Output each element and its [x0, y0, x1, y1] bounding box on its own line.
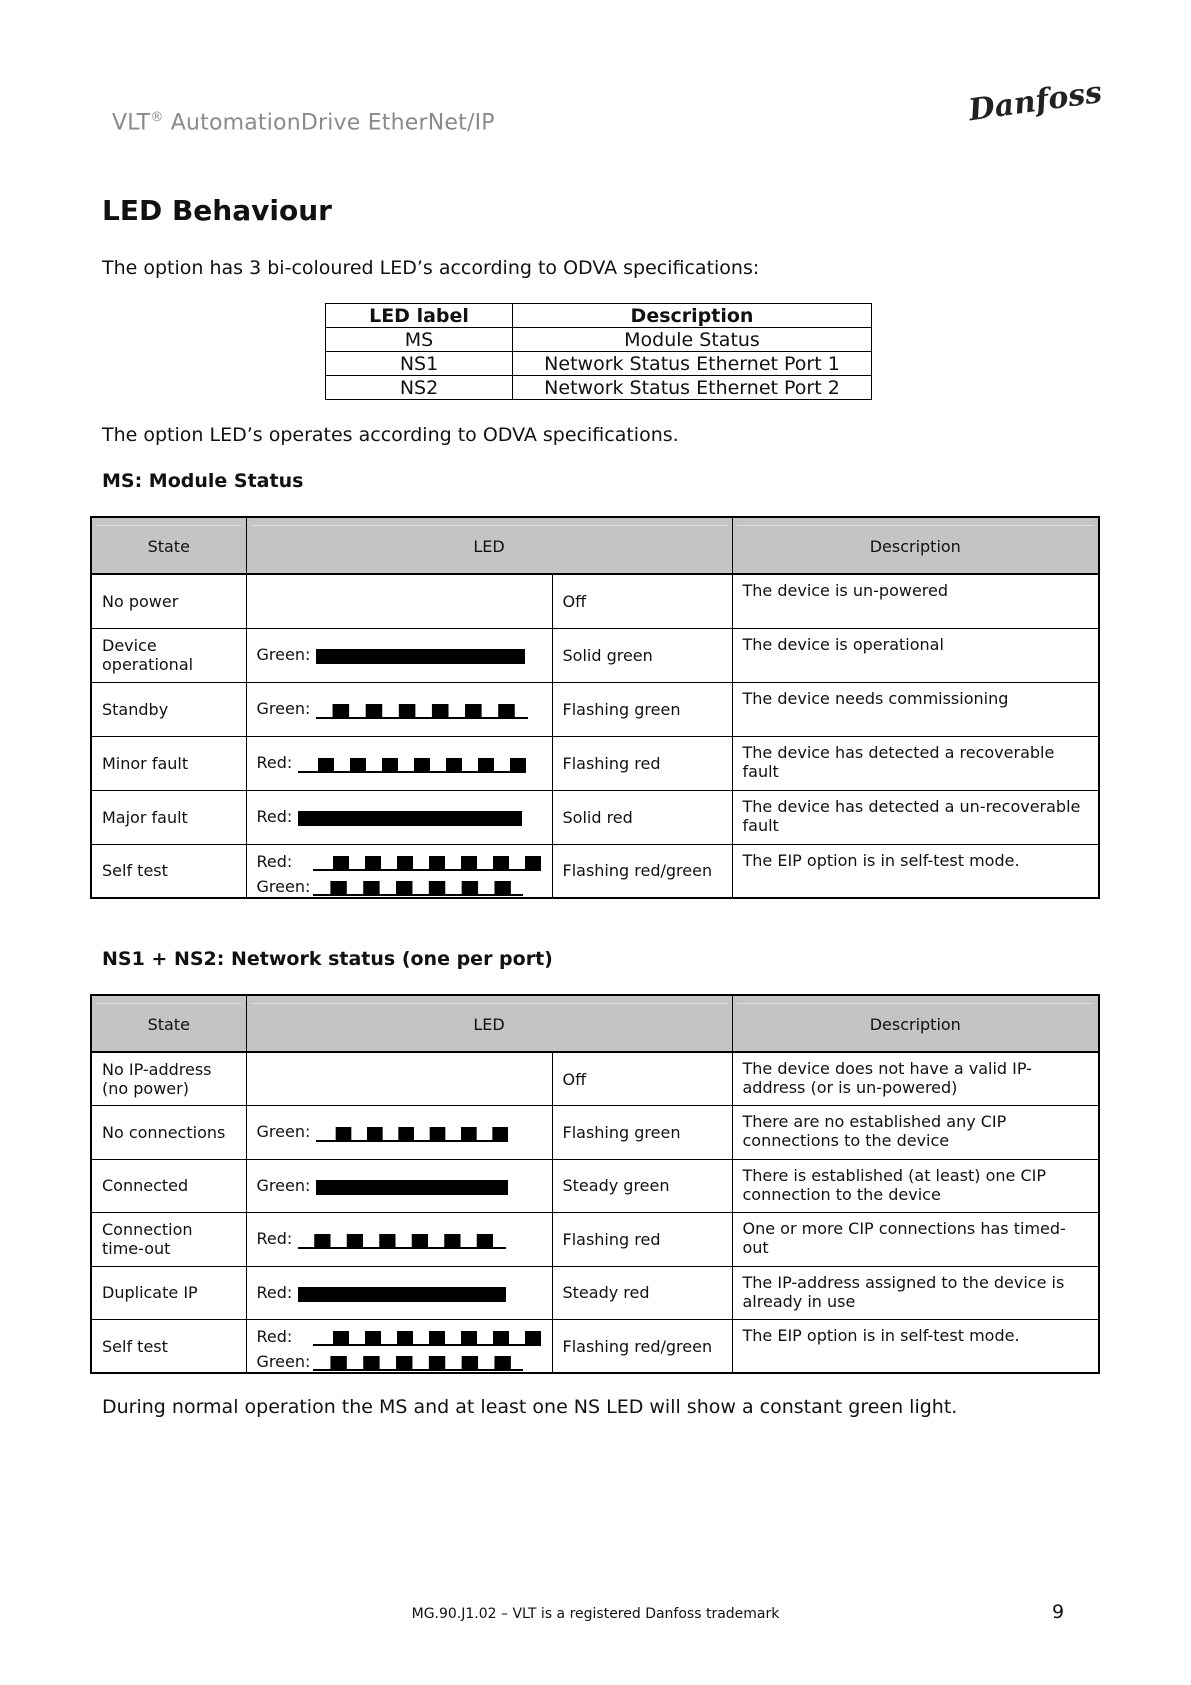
state-cell: Self test	[91, 1320, 246, 1374]
pattern-label: Green:	[256, 1175, 311, 1195]
pattern-label: Red:	[256, 851, 293, 871]
pattern-label: Red:	[256, 807, 293, 826]
table-row	[326, 328, 872, 352]
description-cell: The IP-address assigned to the device is already in use	[732, 1266, 1099, 1320]
table-row	[91, 1320, 1099, 1374]
pattern-label: Red:	[256, 1282, 293, 1302]
page-number: 9	[1052, 1601, 1065, 1623]
state-cell: Standby	[91, 682, 246, 736]
led-cell: Steady green	[552, 1159, 732, 1213]
led-cell: Flashing red	[552, 736, 732, 790]
description-col-header: Description	[513, 304, 872, 328]
ns-section-heading: NS1 + NS2: Network status (one per port)	[102, 948, 553, 970]
pattern-cell	[246, 1213, 552, 1267]
odva-paragraph: The option LED’s operates according to ODVA specifications.	[102, 424, 679, 446]
led-label-cell: NS1	[326, 352, 513, 376]
flashing-led-pattern-icon	[298, 1231, 506, 1249]
state-cell: Minor fault	[91, 736, 246, 790]
description-cell: The EIP option is in self-test mode.	[732, 1320, 1099, 1374]
state-cell: No power	[91, 574, 246, 628]
pattern-label: Red:	[256, 1229, 293, 1249]
led-description-cell: Network Status Ethernet Port 2	[513, 376, 872, 400]
intro-paragraph: The option has 3 bi-coloured LED’s according to ODVA specifications:	[102, 257, 760, 279]
ns-header-row	[91, 995, 1099, 1052]
flashing-red-pattern-icon	[313, 1328, 541, 1346]
description-cell: The EIP option is in self-test mode.	[732, 844, 1099, 898]
table-row	[91, 574, 1099, 628]
pattern-cell	[246, 682, 552, 736]
pattern-cell	[246, 1159, 552, 1213]
table-row	[91, 1213, 1099, 1267]
product-prefix: VLT	[112, 110, 151, 136]
led-cell: Flashing red	[552, 1213, 732, 1267]
pattern-cell	[246, 1320, 552, 1374]
table-row	[91, 1159, 1099, 1213]
pattern-cell	[246, 1106, 552, 1160]
pattern-cell	[246, 628, 552, 682]
description-cell: There is established (at least) one CIP connection to the device	[732, 1159, 1099, 1213]
ns-status-table	[90, 994, 1100, 1374]
table-row	[91, 736, 1099, 790]
solid-led-pattern-icon	[298, 1285, 506, 1303]
pattern-label: Green:	[256, 1122, 311, 1142]
page-title: LED Behaviour	[102, 194, 332, 227]
led-description-cell: Network Status Ethernet Port 1	[513, 352, 872, 376]
ms-header-row	[91, 517, 1099, 574]
pattern-label: Green:	[256, 699, 311, 718]
led-label-table	[325, 303, 872, 400]
table-row	[91, 1266, 1099, 1320]
label-col-header: LED label	[326, 304, 513, 328]
product-suffix: AutomationDrive EtherNet/IP	[163, 110, 495, 136]
led-cell: Off	[552, 574, 732, 628]
description-cell: The device has detected a un-recoverable fault	[732, 790, 1099, 844]
state-cell: No IP-address (no power)	[91, 1052, 246, 1106]
flashing-red-pattern-icon	[313, 853, 541, 871]
led-cell: Solid red	[552, 790, 732, 844]
state-cell: No connections	[91, 1106, 246, 1160]
pattern-cell	[246, 736, 552, 790]
solid-led-pattern-icon	[298, 809, 522, 827]
state-cell: Duplicate IP	[91, 1266, 246, 1320]
description-cell: The device needs commissioning	[732, 682, 1099, 736]
description-cell: The device does not have a valid IP-address (or is un-powered)	[732, 1052, 1099, 1106]
led-cell: Steady red	[552, 1266, 732, 1320]
state-cell: Connection time-out	[91, 1213, 246, 1267]
registered-mark: ®	[150, 110, 164, 125]
pattern-cell	[246, 844, 552, 898]
state-cell: Self test	[91, 844, 246, 898]
closing-paragraph: During normal operation the MS and at least one NS LED will show a constant green light.	[102, 1396, 958, 1418]
pattern-label: Green:	[256, 876, 311, 896]
ms-section-heading: MS: Module Status	[102, 470, 304, 492]
description-cell: One or more CIP connections has timed-out	[732, 1213, 1099, 1267]
led-cell: Flashing red/green	[552, 1320, 732, 1374]
state-cell: Major fault	[91, 790, 246, 844]
solid-led-pattern-icon	[316, 647, 525, 665]
danfoss-logo	[965, 74, 1105, 130]
table-row	[91, 790, 1099, 844]
pattern-label: Red:	[256, 753, 293, 772]
document-header	[112, 110, 495, 135]
led-label-cell: MS	[326, 328, 513, 352]
description-cell: The device is un-powered	[732, 574, 1099, 628]
state-cell: Device operational	[91, 628, 246, 682]
description-cell: The device has detected a recoverable fault	[732, 736, 1099, 790]
flashing-led-pattern-icon	[316, 701, 528, 719]
description-col-header: Description	[732, 517, 1099, 574]
pattern-cell	[246, 574, 552, 628]
led-col-header: LED	[246, 995, 732, 1052]
led-cell: Flashing green	[552, 1106, 732, 1160]
pattern-cell	[246, 1052, 552, 1106]
description-cell: There are no established any CIP connections to the device	[732, 1106, 1099, 1160]
led-cell: Flashing red/green	[552, 844, 732, 898]
table-row	[91, 682, 1099, 736]
description-cell: The device is operational	[732, 628, 1099, 682]
led-description-cell: Module Status	[513, 328, 872, 352]
table-row	[91, 1106, 1099, 1160]
flashing-led-pattern-icon	[298, 755, 526, 773]
pattern-label: Green:	[256, 645, 311, 664]
state-col-header: State	[91, 517, 246, 574]
state-cell: Connected	[91, 1159, 246, 1213]
ms-status-table	[90, 516, 1100, 899]
state-col-header: State	[91, 995, 246, 1052]
pattern-label: Red:	[256, 1327, 293, 1346]
table-row	[91, 844, 1099, 898]
pattern-cell	[246, 790, 552, 844]
led-label-cell: NS2	[326, 376, 513, 400]
led-cell: Flashing green	[552, 682, 732, 736]
led-col-header: LED	[246, 517, 732, 574]
label-table-header-row	[326, 304, 872, 328]
solid-led-pattern-icon	[316, 1178, 508, 1196]
table-row	[326, 376, 872, 400]
flashing-led-pattern-icon	[316, 1124, 508, 1142]
logo-text: Danfoss	[966, 74, 1105, 129]
description-col-header: Description	[732, 995, 1099, 1052]
flashing-green-pattern-icon	[313, 878, 523, 896]
pattern-cell	[246, 1266, 552, 1320]
page-footer: MG.90.J1.02 – VLT is a registered Danfoss trademark	[411, 1606, 780, 1622]
table-row	[326, 352, 872, 376]
table-row	[91, 1052, 1099, 1106]
flashing-green-pattern-icon	[313, 1353, 523, 1371]
table-row	[91, 628, 1099, 682]
pattern-label: Green:	[256, 1352, 311, 1371]
led-cell: Solid green	[552, 628, 732, 682]
led-cell: Off	[552, 1052, 732, 1106]
